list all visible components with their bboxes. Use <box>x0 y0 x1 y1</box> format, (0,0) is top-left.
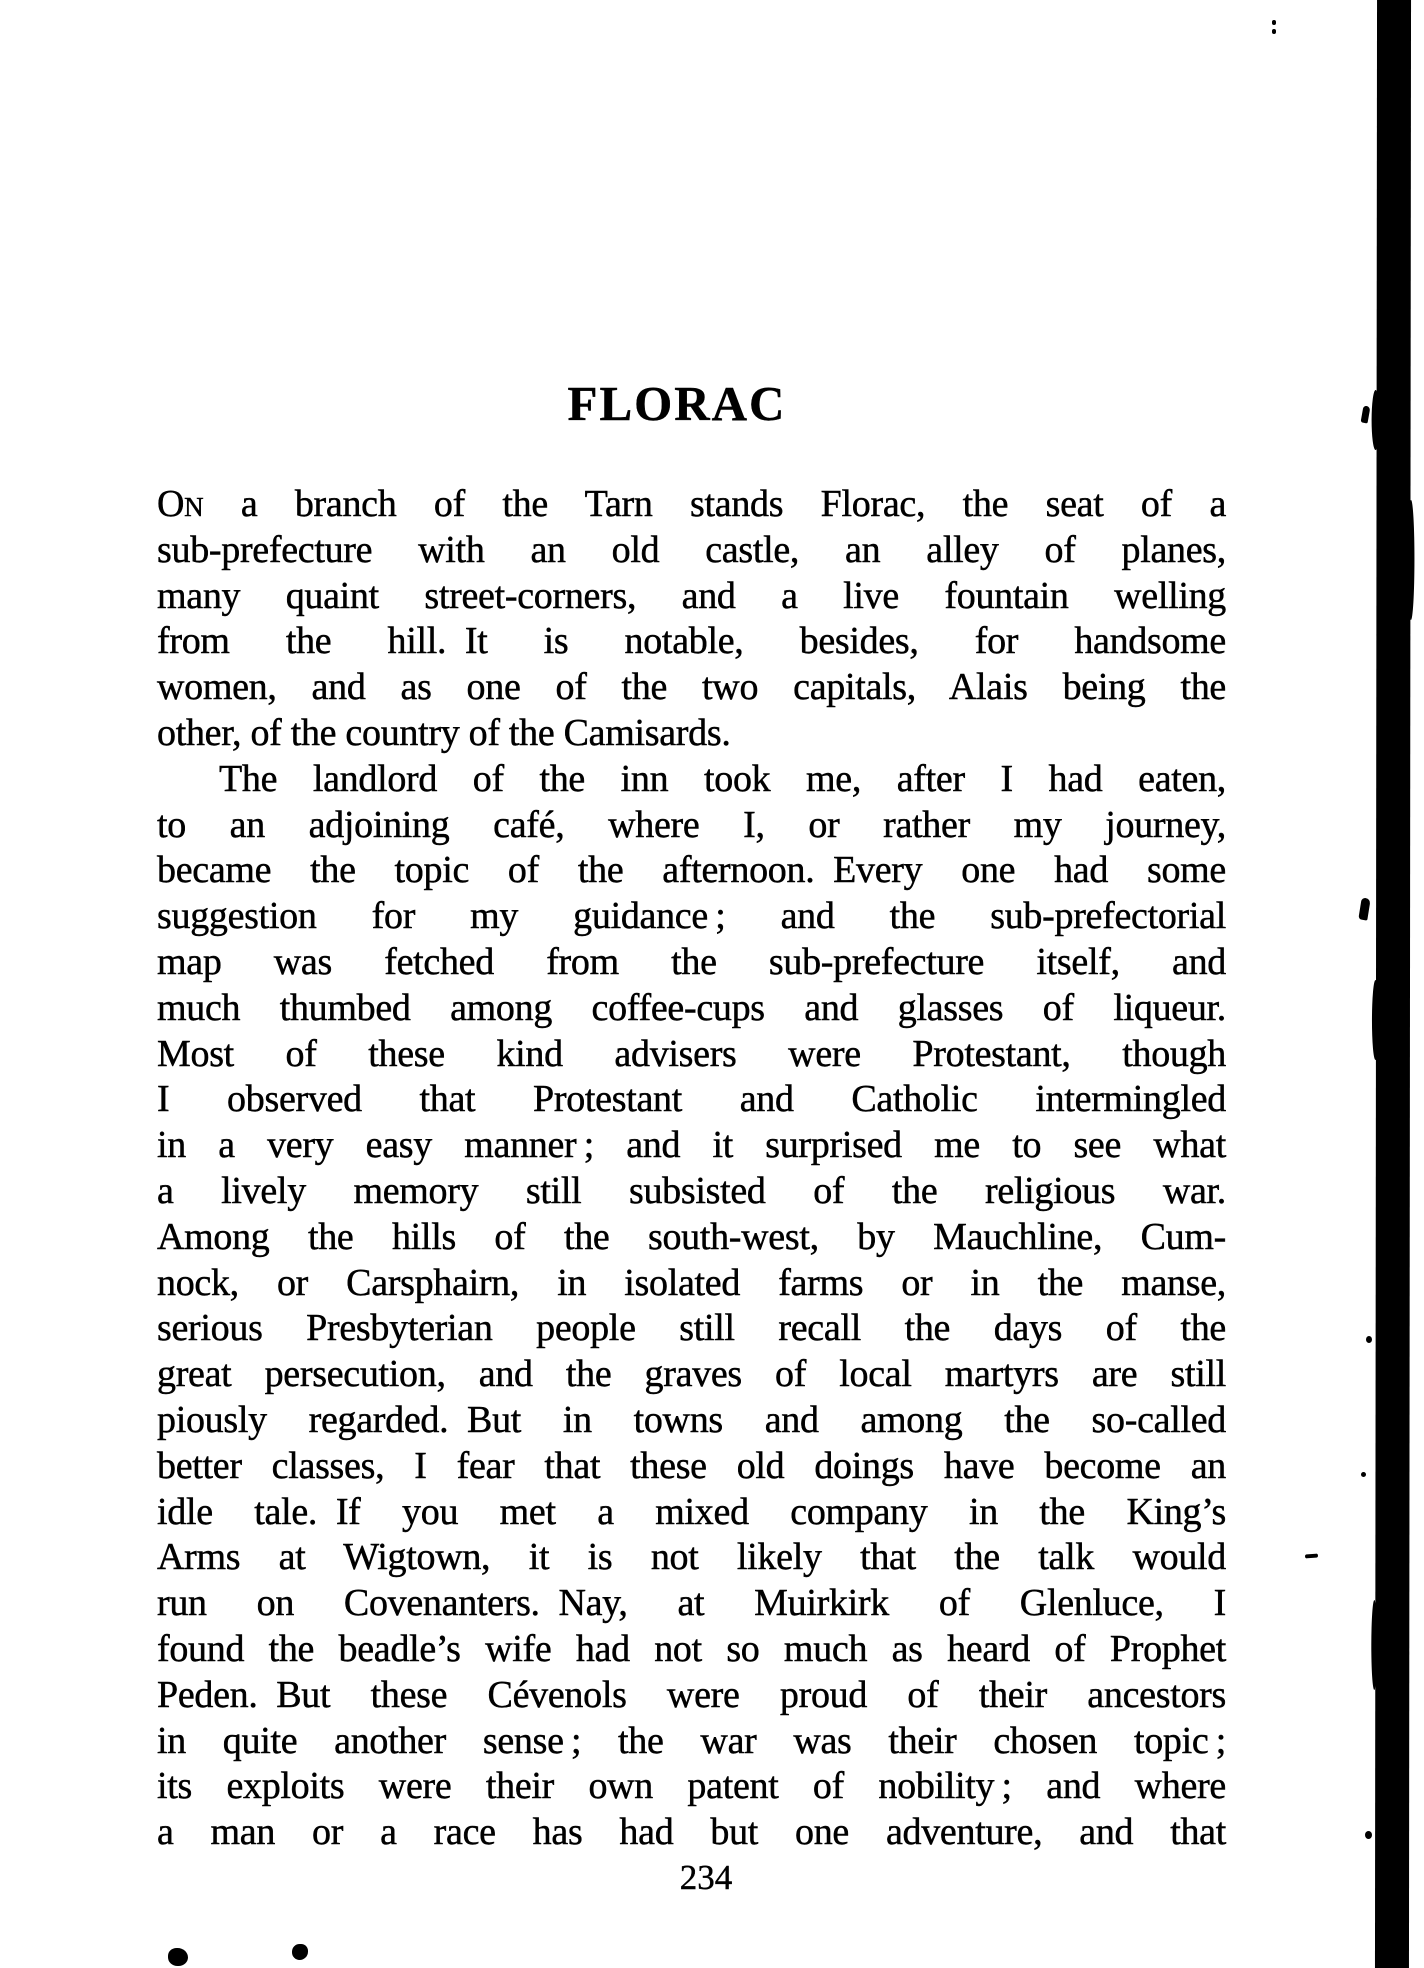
text-line: Arms at Wigtown, it is not likely that the talk would <box>157 1536 1226 1579</box>
ink-speck <box>1358 897 1370 920</box>
text-line: great persecution, and the graves of local martyrs are still <box>157 1353 1226 1396</box>
scan-band-bump <box>1372 390 1380 450</box>
ink-speck <box>168 1948 188 1966</box>
text-line: a lively memory still subsisted of the religious war. <box>157 1169 1226 1212</box>
scan-gutter-band <box>1375 0 1411 1968</box>
ink-speck <box>1305 1554 1318 1559</box>
text-line: in quite another sense ; the war was their chosen topic ; <box>157 1719 1226 1762</box>
ink-speck <box>1361 406 1371 424</box>
ink-speck <box>1366 1336 1372 1343</box>
scan-band-bump <box>1407 500 1414 620</box>
text-line: in a very easy manner ; and it surprised me to see what <box>157 1124 1226 1167</box>
text-line: much thumbed among coffee-cups and glasses of liqueur. <box>157 986 1226 1029</box>
text-line: its exploits were their own patent of nobility ; and where <box>157 1765 1226 1808</box>
ink-speck <box>1272 20 1276 25</box>
text-line: suggestion for my guidance ; and the sub-prefectorial <box>157 895 1226 938</box>
text-line: idle tale. If you met a mixed company in the King’s <box>157 1490 1226 1533</box>
ink-speck <box>1365 1831 1372 1839</box>
text-line: run on Covenanters. Nay, at Muirkirk of Glenluce, I <box>157 1582 1226 1625</box>
text-line: The landlord of the inn took me, after I had eaten, <box>219 757 1226 800</box>
text-line: sub-prefecture with an old castle, an alley of planes, <box>157 528 1226 571</box>
text-line: better classes, I fear that these old doings have become an <box>157 1444 1226 1487</box>
text-line: Most of these kind advisers were Protestant, though <box>157 1032 1226 1075</box>
text-line: Among the hills of the south-west, by Mauchline, Cum- <box>157 1215 1226 1258</box>
text-line: became the topic of the afternoon. Every one had some <box>157 849 1226 892</box>
text-line: women, and as one of the two capitals, Alais being the <box>157 666 1226 709</box>
ink-speck <box>292 1944 308 1960</box>
ink-speck <box>1361 1472 1366 1477</box>
text-line: I observed that Protestant and Catholic intermingled <box>157 1078 1226 1121</box>
text-line: Peden. But these Cévenols were proud of their ancestors <box>157 1673 1226 1716</box>
text-line: piously regarded. But in towns and among the so-called <box>157 1398 1226 1441</box>
text-line: other, of the country of the Camisards. <box>157 711 731 754</box>
smallcaps-lead-word: On <box>157 483 204 525</box>
page-number: 234 <box>679 1858 733 1897</box>
text-line: many quaint street-corners, and a live fountain welling <box>157 574 1226 617</box>
text-line: map was fetched from the sub-prefecture itself, and <box>157 940 1226 983</box>
text-line <box>157 482 1226 528</box>
scan-band-bump <box>1372 980 1379 1060</box>
text-line: from the hill. It is notable, besides, for handsome <box>157 620 1226 663</box>
text-line: nock, or Carsphairn, in isolated farms or in the manse, <box>157 1261 1226 1304</box>
text-line: to an adjoining café, where I, or rather my journey, <box>157 803 1226 846</box>
text-line: found the beadle’s wife had not so much as heard of Prophet <box>157 1627 1226 1670</box>
text-line-rest: a branch of the Tarn stands Florac, the seat of a <box>240 483 1227 525</box>
chapter-title: FLORAC <box>567 376 787 431</box>
body-text <box>157 482 1226 1856</box>
text-line: serious Presbyterian people still recall the days of the <box>157 1307 1226 1350</box>
text-line: a man or a race has had but one adventure, and that <box>157 1811 1226 1854</box>
scan-band-bump <box>1371 1600 1377 1690</box>
